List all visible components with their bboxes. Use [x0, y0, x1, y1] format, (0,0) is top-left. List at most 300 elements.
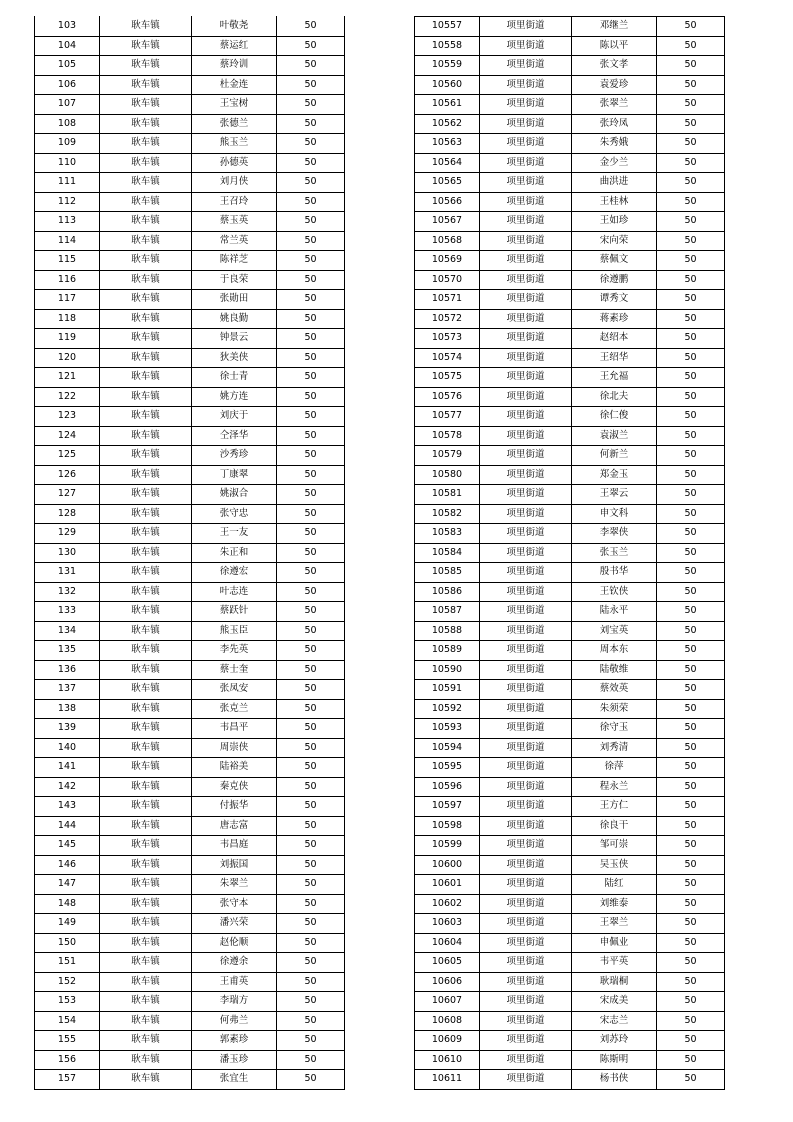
row-number-cell: 10591	[415, 680, 480, 700]
table-row	[415, 387, 725, 407]
table-row	[415, 641, 725, 661]
row-number-cell: 108	[35, 114, 100, 134]
town-cell: 耿车镇	[100, 1070, 192, 1090]
person-name-cell: 刘庆于	[192, 407, 277, 427]
table-row	[415, 114, 725, 134]
amount-cell: 50	[277, 56, 345, 76]
amount-cell: 50	[657, 56, 725, 76]
town-cell: 耿车镇	[100, 348, 192, 368]
amount-cell: 50	[277, 17, 345, 37]
row-number-cell: 127	[35, 485, 100, 505]
table-row	[35, 56, 345, 76]
left-roster-table	[34, 16, 345, 1090]
person-name-cell: 张玉兰	[572, 543, 657, 563]
table-row	[415, 582, 725, 602]
person-name-cell: 刘苏玲	[572, 1031, 657, 1051]
amount-cell: 50	[657, 153, 725, 173]
amount-cell: 50	[657, 329, 725, 349]
row-number-cell: 10598	[415, 816, 480, 836]
person-name-cell: 蔡玉英	[192, 212, 277, 232]
row-number-cell: 10593	[415, 719, 480, 739]
amount-cell: 50	[277, 407, 345, 427]
amount-cell: 50	[277, 329, 345, 349]
town-cell: 项里街道	[480, 816, 572, 836]
amount-cell: 50	[277, 387, 345, 407]
row-number-cell: 110	[35, 153, 100, 173]
town-cell: 项里街道	[480, 992, 572, 1012]
amount-cell: 50	[657, 738, 725, 758]
table-row	[415, 329, 725, 349]
row-number-cell: 148	[35, 894, 100, 914]
row-number-cell: 10575	[415, 368, 480, 388]
left-roster-body	[35, 17, 345, 1090]
person-name-cell: 王如珍	[572, 212, 657, 232]
row-number-cell: 10588	[415, 621, 480, 641]
table-row	[415, 1070, 725, 1090]
row-number-cell: 136	[35, 660, 100, 680]
row-number-cell: 121	[35, 368, 100, 388]
amount-cell: 50	[657, 777, 725, 797]
amount-cell: 50	[657, 251, 725, 271]
amount-cell: 50	[657, 914, 725, 934]
table-row	[35, 680, 345, 700]
amount-cell: 50	[657, 17, 725, 37]
table-row	[35, 582, 345, 602]
person-name-cell: 赵伦顺	[192, 933, 277, 953]
person-name-cell: 刘振国	[192, 855, 277, 875]
table-row	[415, 153, 725, 173]
amount-cell: 50	[277, 348, 345, 368]
town-cell: 耿车镇	[100, 758, 192, 778]
person-name-cell: 徐士青	[192, 368, 277, 388]
town-cell: 耿车镇	[100, 75, 192, 95]
person-name-cell: 周本东	[572, 641, 657, 661]
town-cell: 项里街道	[480, 485, 572, 505]
row-number-cell: 10581	[415, 485, 480, 505]
amount-cell: 50	[657, 75, 725, 95]
person-name-cell: 王宝树	[192, 95, 277, 115]
town-cell: 耿车镇	[100, 777, 192, 797]
town-cell: 耿车镇	[100, 504, 192, 524]
amount-cell: 50	[657, 134, 725, 154]
town-cell: 耿车镇	[100, 953, 192, 973]
row-number-cell: 153	[35, 992, 100, 1012]
table-row	[35, 1031, 345, 1051]
town-cell: 项里街道	[480, 309, 572, 329]
person-name-cell: 杜金连	[192, 75, 277, 95]
amount-cell: 50	[657, 1050, 725, 1070]
amount-cell: 50	[657, 270, 725, 290]
row-number-cell: 118	[35, 309, 100, 329]
row-number-cell: 10577	[415, 407, 480, 427]
row-number-cell: 124	[35, 426, 100, 446]
person-name-cell: 王钦侠	[572, 582, 657, 602]
row-number-cell: 10561	[415, 95, 480, 115]
amount-cell: 50	[657, 563, 725, 583]
person-name-cell: 蔡玲训	[192, 56, 277, 76]
amount-cell: 50	[657, 680, 725, 700]
person-name-cell: 李先英	[192, 641, 277, 661]
row-number-cell: 10610	[415, 1050, 480, 1070]
person-name-cell: 郭素珍	[192, 1031, 277, 1051]
table-row	[415, 816, 725, 836]
row-number-cell: 10579	[415, 446, 480, 466]
person-name-cell: 何新兰	[572, 446, 657, 466]
town-cell: 项里街道	[480, 738, 572, 758]
person-name-cell: 叶敬尧	[192, 17, 277, 37]
row-number-cell: 117	[35, 290, 100, 310]
town-cell: 耿车镇	[100, 738, 192, 758]
amount-cell: 50	[657, 407, 725, 427]
table-row	[35, 543, 345, 563]
town-cell: 项里街道	[480, 17, 572, 37]
row-number-cell: 129	[35, 524, 100, 544]
row-number-cell: 103	[35, 17, 100, 37]
row-number-cell: 10592	[415, 699, 480, 719]
table-row	[35, 1050, 345, 1070]
table-row	[415, 953, 725, 973]
amount-cell: 50	[657, 797, 725, 817]
table-row	[35, 972, 345, 992]
table-row	[35, 387, 345, 407]
person-name-cell: 徐仁俊	[572, 407, 657, 427]
amount-cell: 50	[277, 738, 345, 758]
town-cell: 耿车镇	[100, 173, 192, 193]
person-name-cell: 陈斯明	[572, 1050, 657, 1070]
town-cell: 耿车镇	[100, 855, 192, 875]
amount-cell: 50	[657, 621, 725, 641]
table-row	[415, 894, 725, 914]
table-row	[415, 738, 725, 758]
table-row	[35, 192, 345, 212]
row-number-cell: 10597	[415, 797, 480, 817]
row-number-cell: 156	[35, 1050, 100, 1070]
amount-cell: 50	[277, 777, 345, 797]
table-row	[415, 368, 725, 388]
row-number-cell: 10594	[415, 738, 480, 758]
amount-cell: 50	[657, 953, 725, 973]
row-number-cell: 120	[35, 348, 100, 368]
person-name-cell: 金少兰	[572, 153, 657, 173]
town-cell: 项里街道	[480, 290, 572, 310]
table-row	[35, 251, 345, 271]
amount-cell: 50	[657, 524, 725, 544]
person-name-cell: 唐志富	[192, 816, 277, 836]
amount-cell: 50	[657, 855, 725, 875]
town-cell: 项里街道	[480, 543, 572, 563]
town-cell: 项里街道	[480, 582, 572, 602]
row-number-cell: 10604	[415, 933, 480, 953]
amount-cell: 50	[277, 251, 345, 271]
person-name-cell: 张凤安	[192, 680, 277, 700]
amount-cell: 50	[277, 368, 345, 388]
row-number-cell: 10571	[415, 290, 480, 310]
row-number-cell: 144	[35, 816, 100, 836]
row-number-cell: 10586	[415, 582, 480, 602]
person-name-cell: 蔡跃针	[192, 602, 277, 622]
amount-cell: 50	[657, 387, 725, 407]
person-name-cell: 韦平英	[572, 953, 657, 973]
row-number-cell: 10576	[415, 387, 480, 407]
town-cell: 项里街道	[480, 446, 572, 466]
town-cell: 耿车镇	[100, 153, 192, 173]
amount-cell: 50	[277, 621, 345, 641]
town-cell: 耿车镇	[100, 309, 192, 329]
person-name-cell: 申文科	[572, 504, 657, 524]
table-row	[35, 836, 345, 856]
row-number-cell: 10567	[415, 212, 480, 232]
amount-cell: 50	[277, 270, 345, 290]
row-number-cell: 115	[35, 251, 100, 271]
table-row	[35, 914, 345, 934]
town-cell: 项里街道	[480, 231, 572, 251]
row-number-cell: 113	[35, 212, 100, 232]
amount-cell: 50	[277, 972, 345, 992]
table-row	[35, 231, 345, 251]
person-name-cell: 张德兰	[192, 114, 277, 134]
amount-cell: 50	[277, 816, 345, 836]
person-name-cell: 张勋田	[192, 290, 277, 310]
amount-cell: 50	[277, 680, 345, 700]
person-name-cell: 姚淑合	[192, 485, 277, 505]
town-cell: 耿车镇	[100, 387, 192, 407]
amount-cell: 50	[277, 894, 345, 914]
town-cell: 项里街道	[480, 192, 572, 212]
amount-cell: 50	[277, 914, 345, 934]
amount-cell: 50	[277, 36, 345, 56]
table-row	[35, 153, 345, 173]
amount-cell: 50	[277, 524, 345, 544]
row-number-cell: 147	[35, 875, 100, 895]
table-row	[35, 504, 345, 524]
town-cell: 耿车镇	[100, 933, 192, 953]
person-name-cell: 钟景云	[192, 329, 277, 349]
amount-cell: 50	[277, 1070, 345, 1090]
town-cell: 耿车镇	[100, 17, 192, 37]
row-number-cell: 146	[35, 855, 100, 875]
amount-cell: 50	[277, 114, 345, 134]
table-row	[35, 816, 345, 836]
row-number-cell: 111	[35, 173, 100, 193]
person-name-cell: 陆永平	[572, 602, 657, 622]
town-cell: 项里街道	[480, 251, 572, 271]
town-cell: 耿车镇	[100, 582, 192, 602]
row-number-cell: 10607	[415, 992, 480, 1012]
amount-cell: 50	[657, 290, 725, 310]
amount-cell: 50	[657, 836, 725, 856]
row-number-cell: 126	[35, 465, 100, 485]
person-name-cell: 熊玉兰	[192, 134, 277, 154]
row-number-cell: 10603	[415, 914, 480, 934]
table-row	[35, 485, 345, 505]
table-row	[35, 933, 345, 953]
person-name-cell: 陆红	[572, 875, 657, 895]
table-row	[415, 504, 725, 524]
table-row	[415, 797, 725, 817]
amount-cell: 50	[657, 485, 725, 505]
town-cell: 项里街道	[480, 855, 572, 875]
row-number-cell: 10608	[415, 1011, 480, 1031]
person-name-cell: 王翠云	[572, 485, 657, 505]
row-number-cell: 155	[35, 1031, 100, 1051]
town-cell: 项里街道	[480, 465, 572, 485]
row-number-cell: 10596	[415, 777, 480, 797]
town-cell: 项里街道	[480, 368, 572, 388]
row-number-cell: 137	[35, 680, 100, 700]
town-cell: 项里街道	[480, 173, 572, 193]
table-row	[35, 524, 345, 544]
town-cell: 耿车镇	[100, 231, 192, 251]
table-row	[35, 1070, 345, 1090]
table-row	[35, 777, 345, 797]
amount-cell: 50	[657, 95, 725, 115]
amount-cell: 50	[277, 582, 345, 602]
table-row	[35, 992, 345, 1012]
person-name-cell: 蔡士奎	[192, 660, 277, 680]
amount-cell: 50	[657, 114, 725, 134]
table-row	[415, 933, 725, 953]
town-cell: 耿车镇	[100, 329, 192, 349]
town-cell: 耿车镇	[100, 719, 192, 739]
amount-cell: 50	[657, 1070, 725, 1090]
table-row	[415, 192, 725, 212]
town-cell: 耿车镇	[100, 212, 192, 232]
table-row	[35, 309, 345, 329]
amount-cell: 50	[277, 192, 345, 212]
table-row	[35, 290, 345, 310]
row-number-cell: 10565	[415, 173, 480, 193]
amount-cell: 50	[657, 641, 725, 661]
row-number-cell: 10595	[415, 758, 480, 778]
amount-cell: 50	[657, 446, 725, 466]
row-number-cell: 10589	[415, 641, 480, 661]
table-row	[35, 602, 345, 622]
amount-cell: 50	[277, 641, 345, 661]
row-number-cell: 10558	[415, 36, 480, 56]
table-row	[415, 56, 725, 76]
person-name-cell: 朱须荣	[572, 699, 657, 719]
row-number-cell: 143	[35, 797, 100, 817]
person-name-cell: 宋成美	[572, 992, 657, 1012]
table-row	[415, 231, 725, 251]
table-row	[35, 446, 345, 466]
row-number-cell: 134	[35, 621, 100, 641]
town-cell: 耿车镇	[100, 1011, 192, 1031]
table-row	[35, 75, 345, 95]
row-number-cell: 10564	[415, 153, 480, 173]
row-number-cell: 10584	[415, 543, 480, 563]
person-name-cell: 秦克侠	[192, 777, 277, 797]
person-name-cell: 殷书华	[572, 563, 657, 583]
table-row	[35, 95, 345, 115]
town-cell: 项里街道	[480, 660, 572, 680]
person-name-cell: 徐遵余	[192, 953, 277, 973]
amount-cell: 50	[657, 758, 725, 778]
amount-cell: 50	[657, 231, 725, 251]
amount-cell: 50	[657, 504, 725, 524]
person-name-cell: 张玲凤	[572, 114, 657, 134]
row-number-cell: 10563	[415, 134, 480, 154]
town-cell: 项里街道	[480, 933, 572, 953]
town-cell: 项里街道	[480, 602, 572, 622]
person-name-cell: 熊玉臣	[192, 621, 277, 641]
table-row	[415, 1031, 725, 1051]
town-cell: 项里街道	[480, 1070, 572, 1090]
town-cell: 耿车镇	[100, 660, 192, 680]
amount-cell: 50	[277, 543, 345, 563]
table-row	[415, 212, 725, 232]
table-row	[415, 407, 725, 427]
amount-cell: 50	[277, 309, 345, 329]
table-row	[415, 543, 725, 563]
town-cell: 项里街道	[480, 348, 572, 368]
town-cell: 耿车镇	[100, 543, 192, 563]
amount-cell: 50	[657, 816, 725, 836]
amount-cell: 50	[277, 719, 345, 739]
row-number-cell: 125	[35, 446, 100, 466]
person-name-cell: 潘玉珍	[192, 1050, 277, 1070]
row-number-cell: 10562	[415, 114, 480, 134]
row-number-cell: 128	[35, 504, 100, 524]
person-name-cell: 袁爱珍	[572, 75, 657, 95]
person-name-cell: 李翠侠	[572, 524, 657, 544]
row-number-cell: 10557	[415, 17, 480, 37]
town-cell: 耿车镇	[100, 485, 192, 505]
row-number-cell: 10605	[415, 953, 480, 973]
town-cell: 项里街道	[480, 641, 572, 661]
person-name-cell: 刘月侠	[192, 173, 277, 193]
town-cell: 项里街道	[480, 680, 572, 700]
amount-cell: 50	[277, 95, 345, 115]
row-number-cell: 105	[35, 56, 100, 76]
row-number-cell: 122	[35, 387, 100, 407]
table-row	[35, 563, 345, 583]
amount-cell: 50	[657, 933, 725, 953]
person-name-cell: 韦昌庭	[192, 836, 277, 856]
row-number-cell: 150	[35, 933, 100, 953]
table-row	[415, 660, 725, 680]
amount-cell: 50	[277, 173, 345, 193]
town-cell: 项里街道	[480, 621, 572, 641]
row-number-cell: 10559	[415, 56, 480, 76]
person-name-cell: 王绍华	[572, 348, 657, 368]
amount-cell: 50	[277, 933, 345, 953]
row-number-cell: 132	[35, 582, 100, 602]
table-row	[35, 17, 345, 37]
row-number-cell: 10600	[415, 855, 480, 875]
person-name-cell: 邹可崇	[572, 836, 657, 856]
row-number-cell: 145	[35, 836, 100, 856]
row-number-cell: 10582	[415, 504, 480, 524]
person-name-cell: 潘兴荣	[192, 914, 277, 934]
table-row	[35, 465, 345, 485]
amount-cell: 50	[657, 894, 725, 914]
town-cell: 项里街道	[480, 1031, 572, 1051]
table-row	[35, 660, 345, 680]
person-name-cell: 沙秀珍	[192, 446, 277, 466]
row-number-cell: 107	[35, 95, 100, 115]
table-row	[415, 348, 725, 368]
row-number-cell: 112	[35, 192, 100, 212]
person-name-cell: 赵绍本	[572, 329, 657, 349]
town-cell: 项里街道	[480, 114, 572, 134]
row-number-cell: 119	[35, 329, 100, 349]
person-name-cell: 陈祥芝	[192, 251, 277, 271]
town-cell: 项里街道	[480, 563, 572, 583]
town-cell: 耿车镇	[100, 114, 192, 134]
table-row	[415, 75, 725, 95]
table-row	[415, 1011, 725, 1031]
